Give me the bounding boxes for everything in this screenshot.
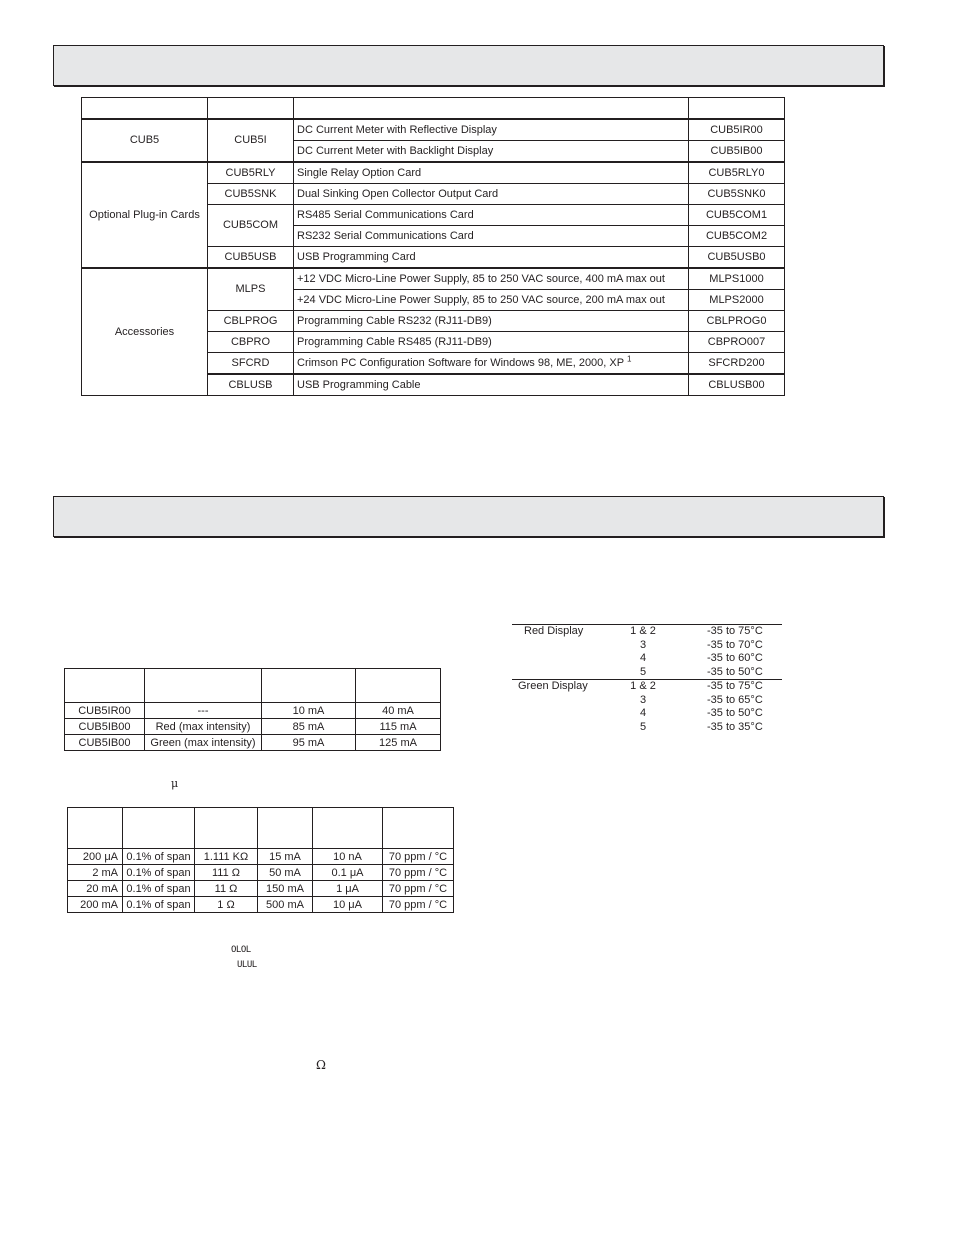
table-row xyxy=(512,680,782,694)
part-number-cell: CUB5COM2 xyxy=(689,226,785,247)
table-cell: CUB5IR00 xyxy=(65,703,145,719)
part-number-cell: MLPS2000 xyxy=(689,290,785,311)
table-cell: Red (max intensity) xyxy=(145,719,262,735)
digits-cell: 4 xyxy=(639,652,647,664)
description-cell: Programming Cable RS485 (RJ11-DB9) xyxy=(294,332,689,353)
digits-cell: 3 xyxy=(639,693,647,706)
display-label: Red Display xyxy=(524,625,584,637)
temp-range-cell: -35 to 70°C xyxy=(707,638,763,651)
description-cell: RS485 Serial Communications Card xyxy=(294,205,689,226)
table-cell: CUB5IB00 xyxy=(65,735,145,751)
table-cell: 15 mA xyxy=(258,849,313,865)
model-cell: CUB5USB xyxy=(208,247,294,269)
digits-cell: 4 xyxy=(639,707,647,719)
red-display-group xyxy=(512,624,782,679)
table-cell: 0.1% of span xyxy=(123,865,195,881)
part-number-cell: SFCRD200 xyxy=(689,353,785,375)
ordering-table xyxy=(81,97,785,396)
table-cell: 85 mA xyxy=(262,719,356,735)
table-row xyxy=(512,652,782,666)
table-cell: 0.1% of span xyxy=(123,849,195,865)
model-cell: MLPS xyxy=(208,268,294,311)
header-cell xyxy=(123,808,195,849)
table-cell: 70 ppm / °C xyxy=(383,881,454,897)
digits-cell: 1 & 2 xyxy=(630,680,656,692)
digits-cell: 5 xyxy=(639,720,647,733)
header-cell xyxy=(258,808,313,849)
description-cell: DC Current Meter with Backlight Display xyxy=(294,141,689,163)
description-cell: USB Programming Card xyxy=(294,247,689,269)
input-range-table xyxy=(67,807,454,913)
header-cell xyxy=(383,808,454,849)
description-cell: +24 VDC Micro-Line Power Supply, 85 to 250 VAC source, 200 mA max out xyxy=(294,290,689,311)
table-cell: 10 μA xyxy=(313,897,383,913)
model-cell: CBPRO xyxy=(208,332,294,353)
part-number-cell: CBLPROG0 xyxy=(689,311,785,332)
table-cell: Green (max intensity) xyxy=(145,735,262,751)
description-cell: USB Programming Cable xyxy=(294,374,689,396)
omega-symbol: Ω xyxy=(316,1058,326,1072)
description-cell: Dual Sinking Open Collector Output Card xyxy=(294,184,689,205)
power-header-row xyxy=(65,669,441,703)
part-number-cell: MLPS1000 xyxy=(689,268,785,290)
description-cell: +12 VDC Micro-Line Power Supply, 85 to 250 VAC source, 400 mA max out xyxy=(294,268,689,290)
input-header-row xyxy=(68,808,454,849)
description-text: Crimson PC Configuration Software for Windows 98, ME, 2000, XP xyxy=(297,356,624,369)
table-row xyxy=(512,625,782,639)
model-cell: SFCRD xyxy=(208,353,294,375)
model-cell: CUB5SNK xyxy=(208,184,294,205)
ordering-section-header xyxy=(53,45,884,86)
ordering-header-row xyxy=(82,98,785,120)
table-row xyxy=(68,897,454,913)
part-number-cell: CUB5IR00 xyxy=(689,119,785,141)
table-cell: 200 mA xyxy=(68,897,123,913)
table-row xyxy=(512,694,782,708)
table-cell: CUB5IB00 xyxy=(65,719,145,735)
mu-symbol: μ xyxy=(171,777,179,790)
model-cell: CUB5RLY xyxy=(208,162,294,184)
model-cell: CUB5COM xyxy=(208,205,294,247)
description-cell xyxy=(294,353,689,375)
table-cell: 95 mA xyxy=(262,735,356,751)
table-row xyxy=(82,119,785,141)
model-cell: CBLPROG xyxy=(208,311,294,332)
group-cell: Optional Plug-in Cards xyxy=(82,162,208,268)
footnote-marker: 1 xyxy=(626,353,632,363)
table-cell: 111 Ω xyxy=(195,865,258,881)
table-row xyxy=(82,268,785,290)
table-row xyxy=(68,865,454,881)
header-cell xyxy=(195,808,258,849)
table-cell: 70 ppm / °C xyxy=(383,897,454,913)
part-number-cell: CUB5USB0 xyxy=(689,247,785,269)
table-cell: 2 mA xyxy=(68,865,123,881)
table-cell: --- xyxy=(145,703,262,719)
description-cell: Single Relay Option Card xyxy=(294,162,689,184)
group-cell: CUB5 xyxy=(82,119,208,162)
description-cell: Programming Cable RS232 (RJ11-DB9) xyxy=(294,311,689,332)
header-cell xyxy=(65,669,145,703)
part-number-cell: CUB5IB00 xyxy=(689,141,785,163)
part-number-cell: CUB5SNK0 xyxy=(689,184,785,205)
part-number-cell: CUB5RLY0 xyxy=(689,162,785,184)
table-cell: 0.1 μA xyxy=(313,865,383,881)
model-cell: CUB5I xyxy=(208,119,294,162)
part-number-cell: CUB5COM1 xyxy=(689,205,785,226)
description-cell: DC Current Meter with Reflective Display xyxy=(294,119,689,141)
table-row xyxy=(68,881,454,897)
temp-range-cell: -35 to 60°C xyxy=(707,652,763,664)
table-cell: 70 ppm / °C xyxy=(383,865,454,881)
table-row xyxy=(512,707,782,721)
temp-range-cell: -35 to 75°C xyxy=(707,680,763,692)
table-row xyxy=(512,666,782,680)
temperature-table xyxy=(512,624,782,734)
digits-cell: 5 xyxy=(639,665,647,678)
table-cell: 11 Ω xyxy=(195,881,258,897)
table-cell: 1 μA xyxy=(313,881,383,897)
overload-display-glyph: OLOL xyxy=(231,945,251,955)
temp-range-cell: -35 to 65°C xyxy=(707,693,763,706)
header-cell xyxy=(313,808,383,849)
temp-range-cell: -35 to 50°C xyxy=(707,707,763,719)
table-cell: 10 nA xyxy=(313,849,383,865)
table-cell: 50 mA xyxy=(258,865,313,881)
table-cell: 1.111 KΩ xyxy=(195,849,258,865)
header-cell xyxy=(689,98,785,120)
digits-cell: 1 & 2 xyxy=(630,625,656,637)
table-cell: 20 mA xyxy=(68,881,123,897)
table-row xyxy=(512,721,782,735)
group-cell: Accessories xyxy=(82,268,208,396)
temp-range-cell: -35 to 75°C xyxy=(707,625,763,637)
table-cell: 0.1% of span xyxy=(123,897,195,913)
green-display-group xyxy=(512,679,782,734)
table-cell: 70 ppm / °C xyxy=(383,849,454,865)
table-cell: 200 μA xyxy=(68,849,123,865)
part-number-cell: CBLUSB00 xyxy=(689,374,785,396)
table-row xyxy=(68,849,454,865)
table-row xyxy=(65,735,441,751)
table-row xyxy=(512,639,782,653)
digits-cell: 3 xyxy=(639,638,647,651)
table-row xyxy=(65,719,441,735)
part-number-cell: CBPRO007 xyxy=(689,332,785,353)
header-cell xyxy=(262,669,356,703)
table-row xyxy=(65,703,441,719)
temp-range-cell: -35 to 50°C xyxy=(707,665,763,678)
table-cell: 115 mA xyxy=(356,719,441,735)
table-cell: 40 mA xyxy=(356,703,441,719)
table-row xyxy=(82,162,785,184)
table-cell: 500 mA xyxy=(258,897,313,913)
header-cell xyxy=(145,669,262,703)
table-cell: 10 mA xyxy=(262,703,356,719)
temp-range-cell: -35 to 35°C xyxy=(707,720,763,733)
header-cell xyxy=(294,98,689,120)
table-cell: 150 mA xyxy=(258,881,313,897)
specifications-section-header xyxy=(53,496,884,537)
header-cell xyxy=(208,98,294,120)
header-cell xyxy=(68,808,123,849)
underload-display-glyph: ULUL xyxy=(237,960,257,970)
display-label: Green Display xyxy=(518,680,588,692)
power-table xyxy=(64,668,441,751)
model-cell: CBLUSB xyxy=(208,374,294,396)
table-cell: 125 mA xyxy=(356,735,441,751)
header-cell xyxy=(82,98,208,120)
table-cell: 1 Ω xyxy=(195,897,258,913)
table-cell: 0.1% of span xyxy=(123,881,195,897)
description-cell: RS232 Serial Communications Card xyxy=(294,226,689,247)
header-cell xyxy=(356,669,441,703)
